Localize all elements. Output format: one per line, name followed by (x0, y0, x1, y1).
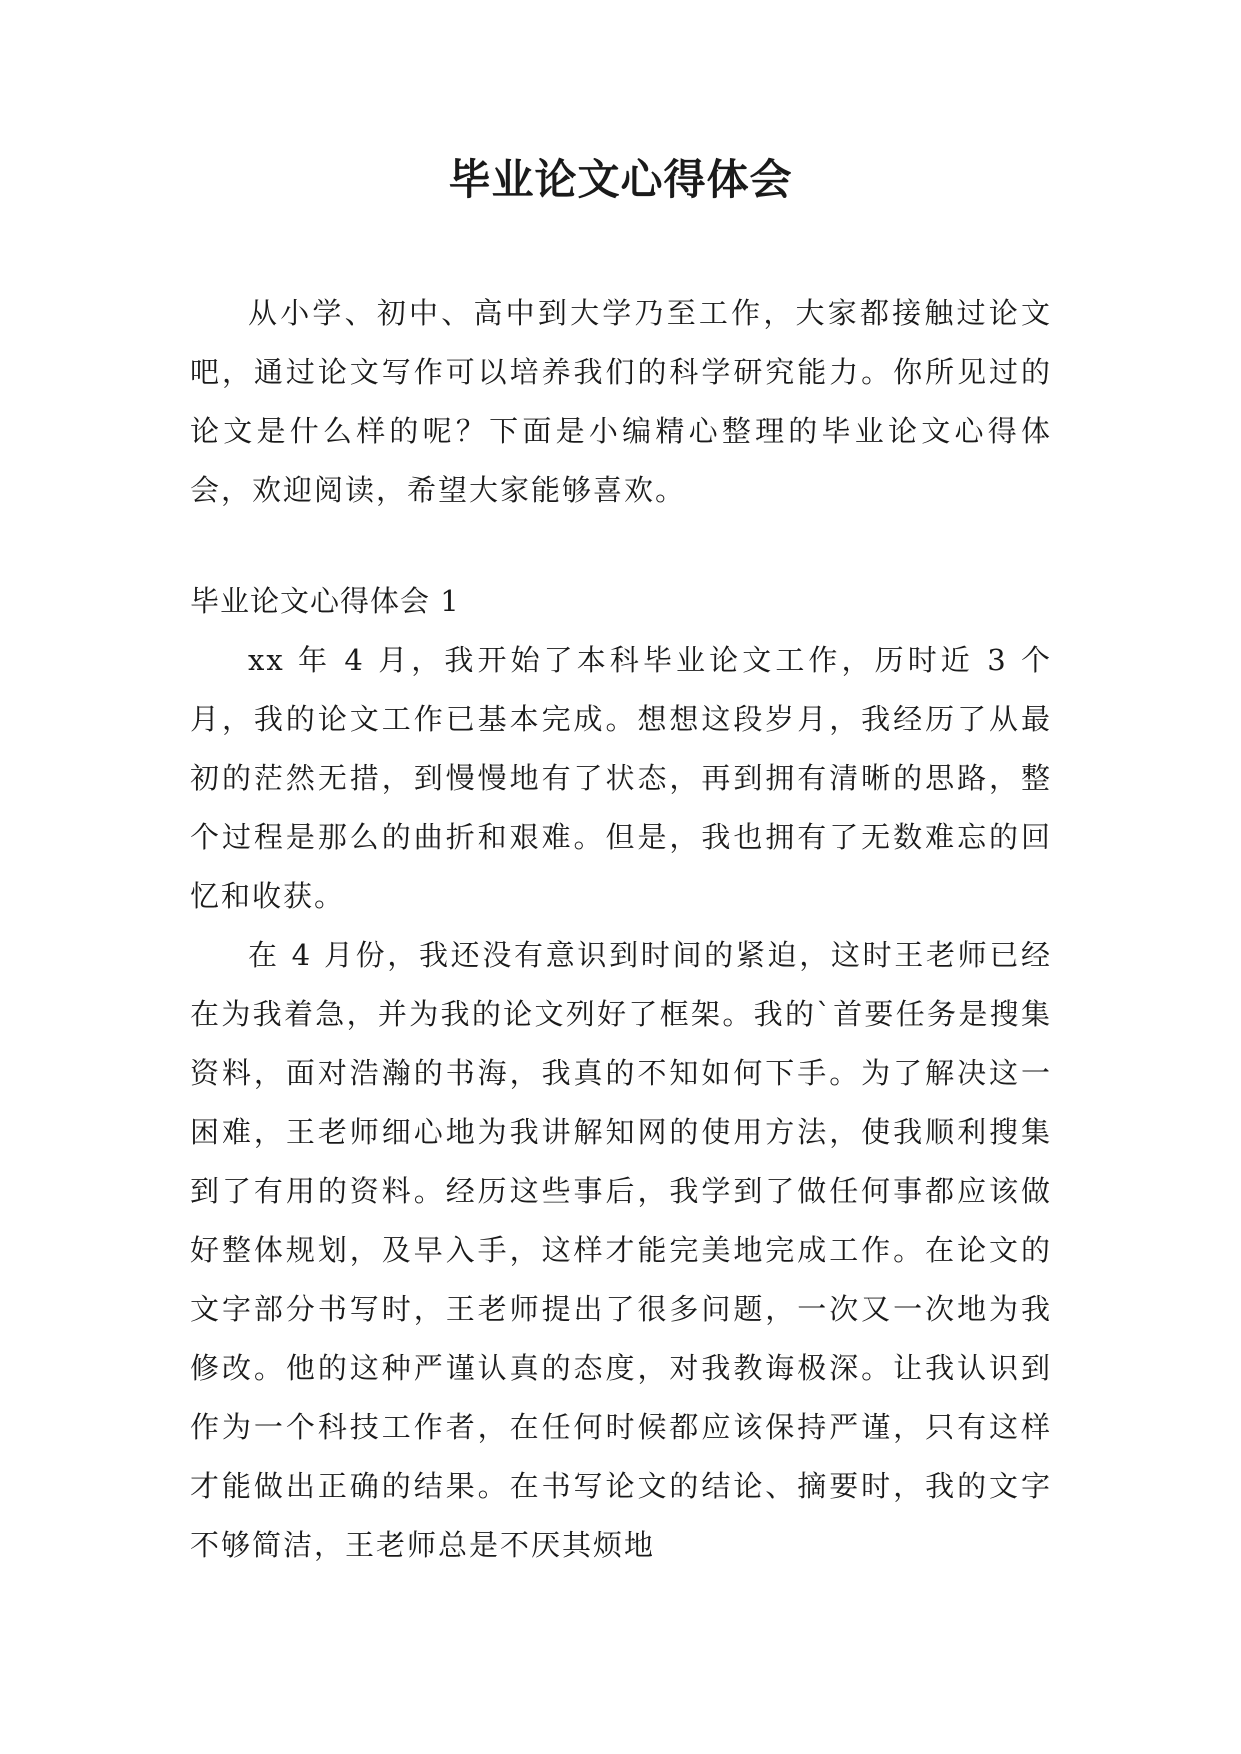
section-heading: 毕业论文心得体会 1 (190, 584, 460, 618)
intro-paragraph: 从小学、初中、高中到大学乃至工作，大家都接触过论文吧，通过论文写作可以培养我们的科学研究能力。你所见过的论文是什么样的呢？下面是小编精心整理的毕业论文心得体会，欢迎阅读，希望大家能够喜欢。 (190, 296, 1052, 507)
document-body (190, 284, 1052, 1575)
document-title: 毕业论文心得体会 (448, 155, 793, 204)
body-paragraph-2: 在 4 月份，我还没有意识到时间的紧迫，这时王老师已经在为我着急，并为我的论文列好了框架。我的`首要任务是搜集资料，面对浩瀚的书海，我真的不知如何下手。为了解决这一困难，王老师细心地为我讲解知网的使用方法，使我顺利搜集到了有用的资料。经历这些事后，我学到了做任何事都应该做好整体规划，及早入手，这样才能完美地完成工作。在论文的文字部分书写时，王老师提出了很多问题，一次又一次地为我修改。他的这种严谨认真的态度，对我教诲极深。让我认识到作为一个科技工作者，在任何时候都应该保持严谨，只有这样才能做出正确的结果。在书写论文的结论、摘要时，我的文字不够简洁，王老师总是不厌其烦地 (190, 938, 1052, 1562)
body-paragraph-1: xx 年 4 月，我开始了本科毕业论文工作，历时近 3 个月，我的论文工作已基本完成。想想这段岁月，我经历了从最初的茫然无措，到慢慢地有了状态，再到拥有清晰的思路，整个过程是那么的曲折和艰难。但是，我也拥有了无数难忘的回忆和收获。 (190, 643, 1052, 913)
